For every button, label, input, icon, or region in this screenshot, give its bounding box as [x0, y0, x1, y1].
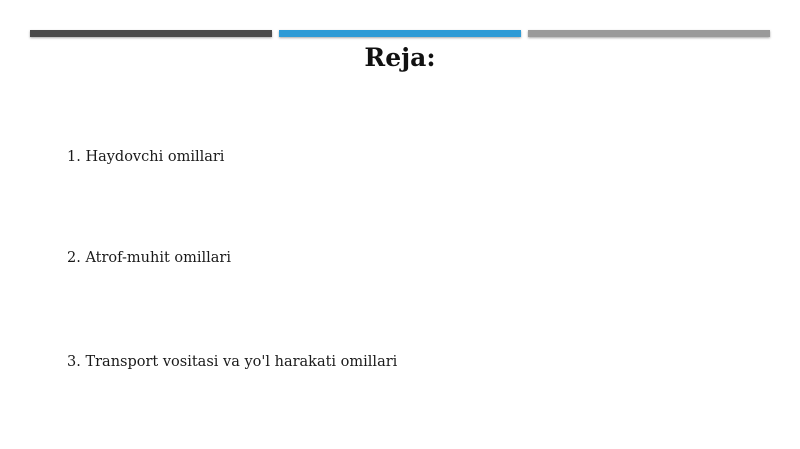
- header-bar-blue: [279, 30, 521, 37]
- list-item: 1. Haydovchi omillari: [67, 149, 225, 165]
- header-bar-dark: [30, 30, 272, 37]
- slide-title: Reja:: [364, 43, 436, 72]
- header-bar-gray: [528, 30, 770, 37]
- list-item: 2. Atrof-muhit omillari: [67, 250, 232, 266]
- list-item: 3. Transport vositasi va yo'l harakati omillari: [67, 354, 398, 370]
